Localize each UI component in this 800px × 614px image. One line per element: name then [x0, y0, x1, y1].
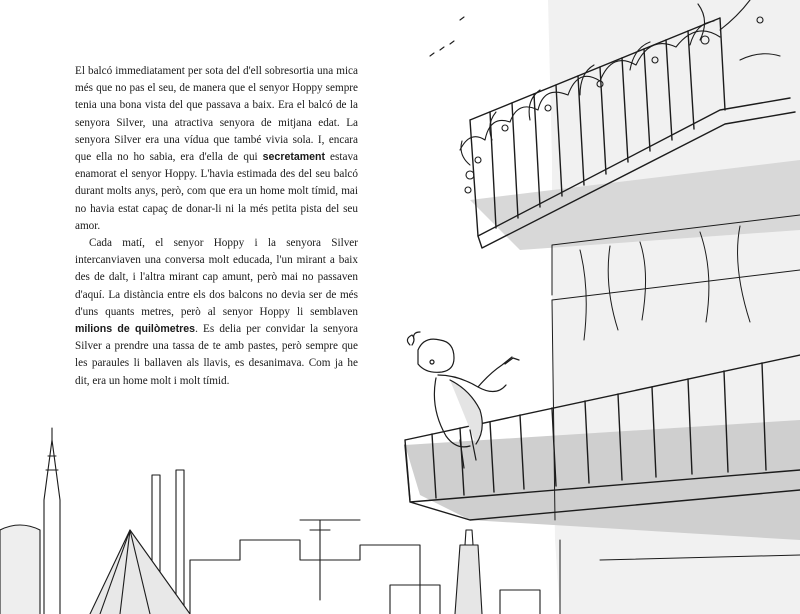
bold-word-secretament: secretament [262, 151, 326, 164]
paragraph-2-text-b: . Es delia per convidar la senyora Silver a prendre una tassa de te amb pastes, però sempre que les paraules li ballaven als llavis, es desanimava. Com ja he dit, era un home molt i molt tímid. [75, 323, 358, 387]
paragraph-2-text-a: Cada matí, el senyor Hoppy i la senyora Silver intercanviaven una conversa molt educada, l'un mirant a baix des de dalt, i l'altra mirant cap amunt, però mai no passaven d'aquí. La distància entre els dos balcons no devia ser de més d'uns quants metres, però al senyor Hoppy li semblaven [75, 237, 358, 318]
paragraph-1-text-b: estava enamorat el senyor Hoppy. L'havia estimada des del seu balcó durant molts anys, però, com que era un home molt tímid, mai no havia estat capaç de donar-li ni la més petita pista del seu amor. [75, 151, 359, 232]
church-spire [44, 440, 60, 614]
low-buildings [190, 540, 420, 614]
lower-balcony-wash [405, 420, 800, 540]
tower-block [455, 545, 482, 614]
chimney-right [176, 470, 184, 614]
bold-phrase-milions: milions de quilòmetres [75, 323, 196, 336]
paragraph-1-text-a: El balcó immediatament per sota del d'ell sobresortia una mica més que no pas el seu, de manera que el senyor Hoppy sempre tenia una bona vista del que passava a baix. Era el balcó de la senyora Silver, una atractiva senyora de mitjana edat. La senyora Silver era una vídua que també vivia sola. I, encara que ella no ho sabia, era d'ella de qui [75, 65, 358, 164]
